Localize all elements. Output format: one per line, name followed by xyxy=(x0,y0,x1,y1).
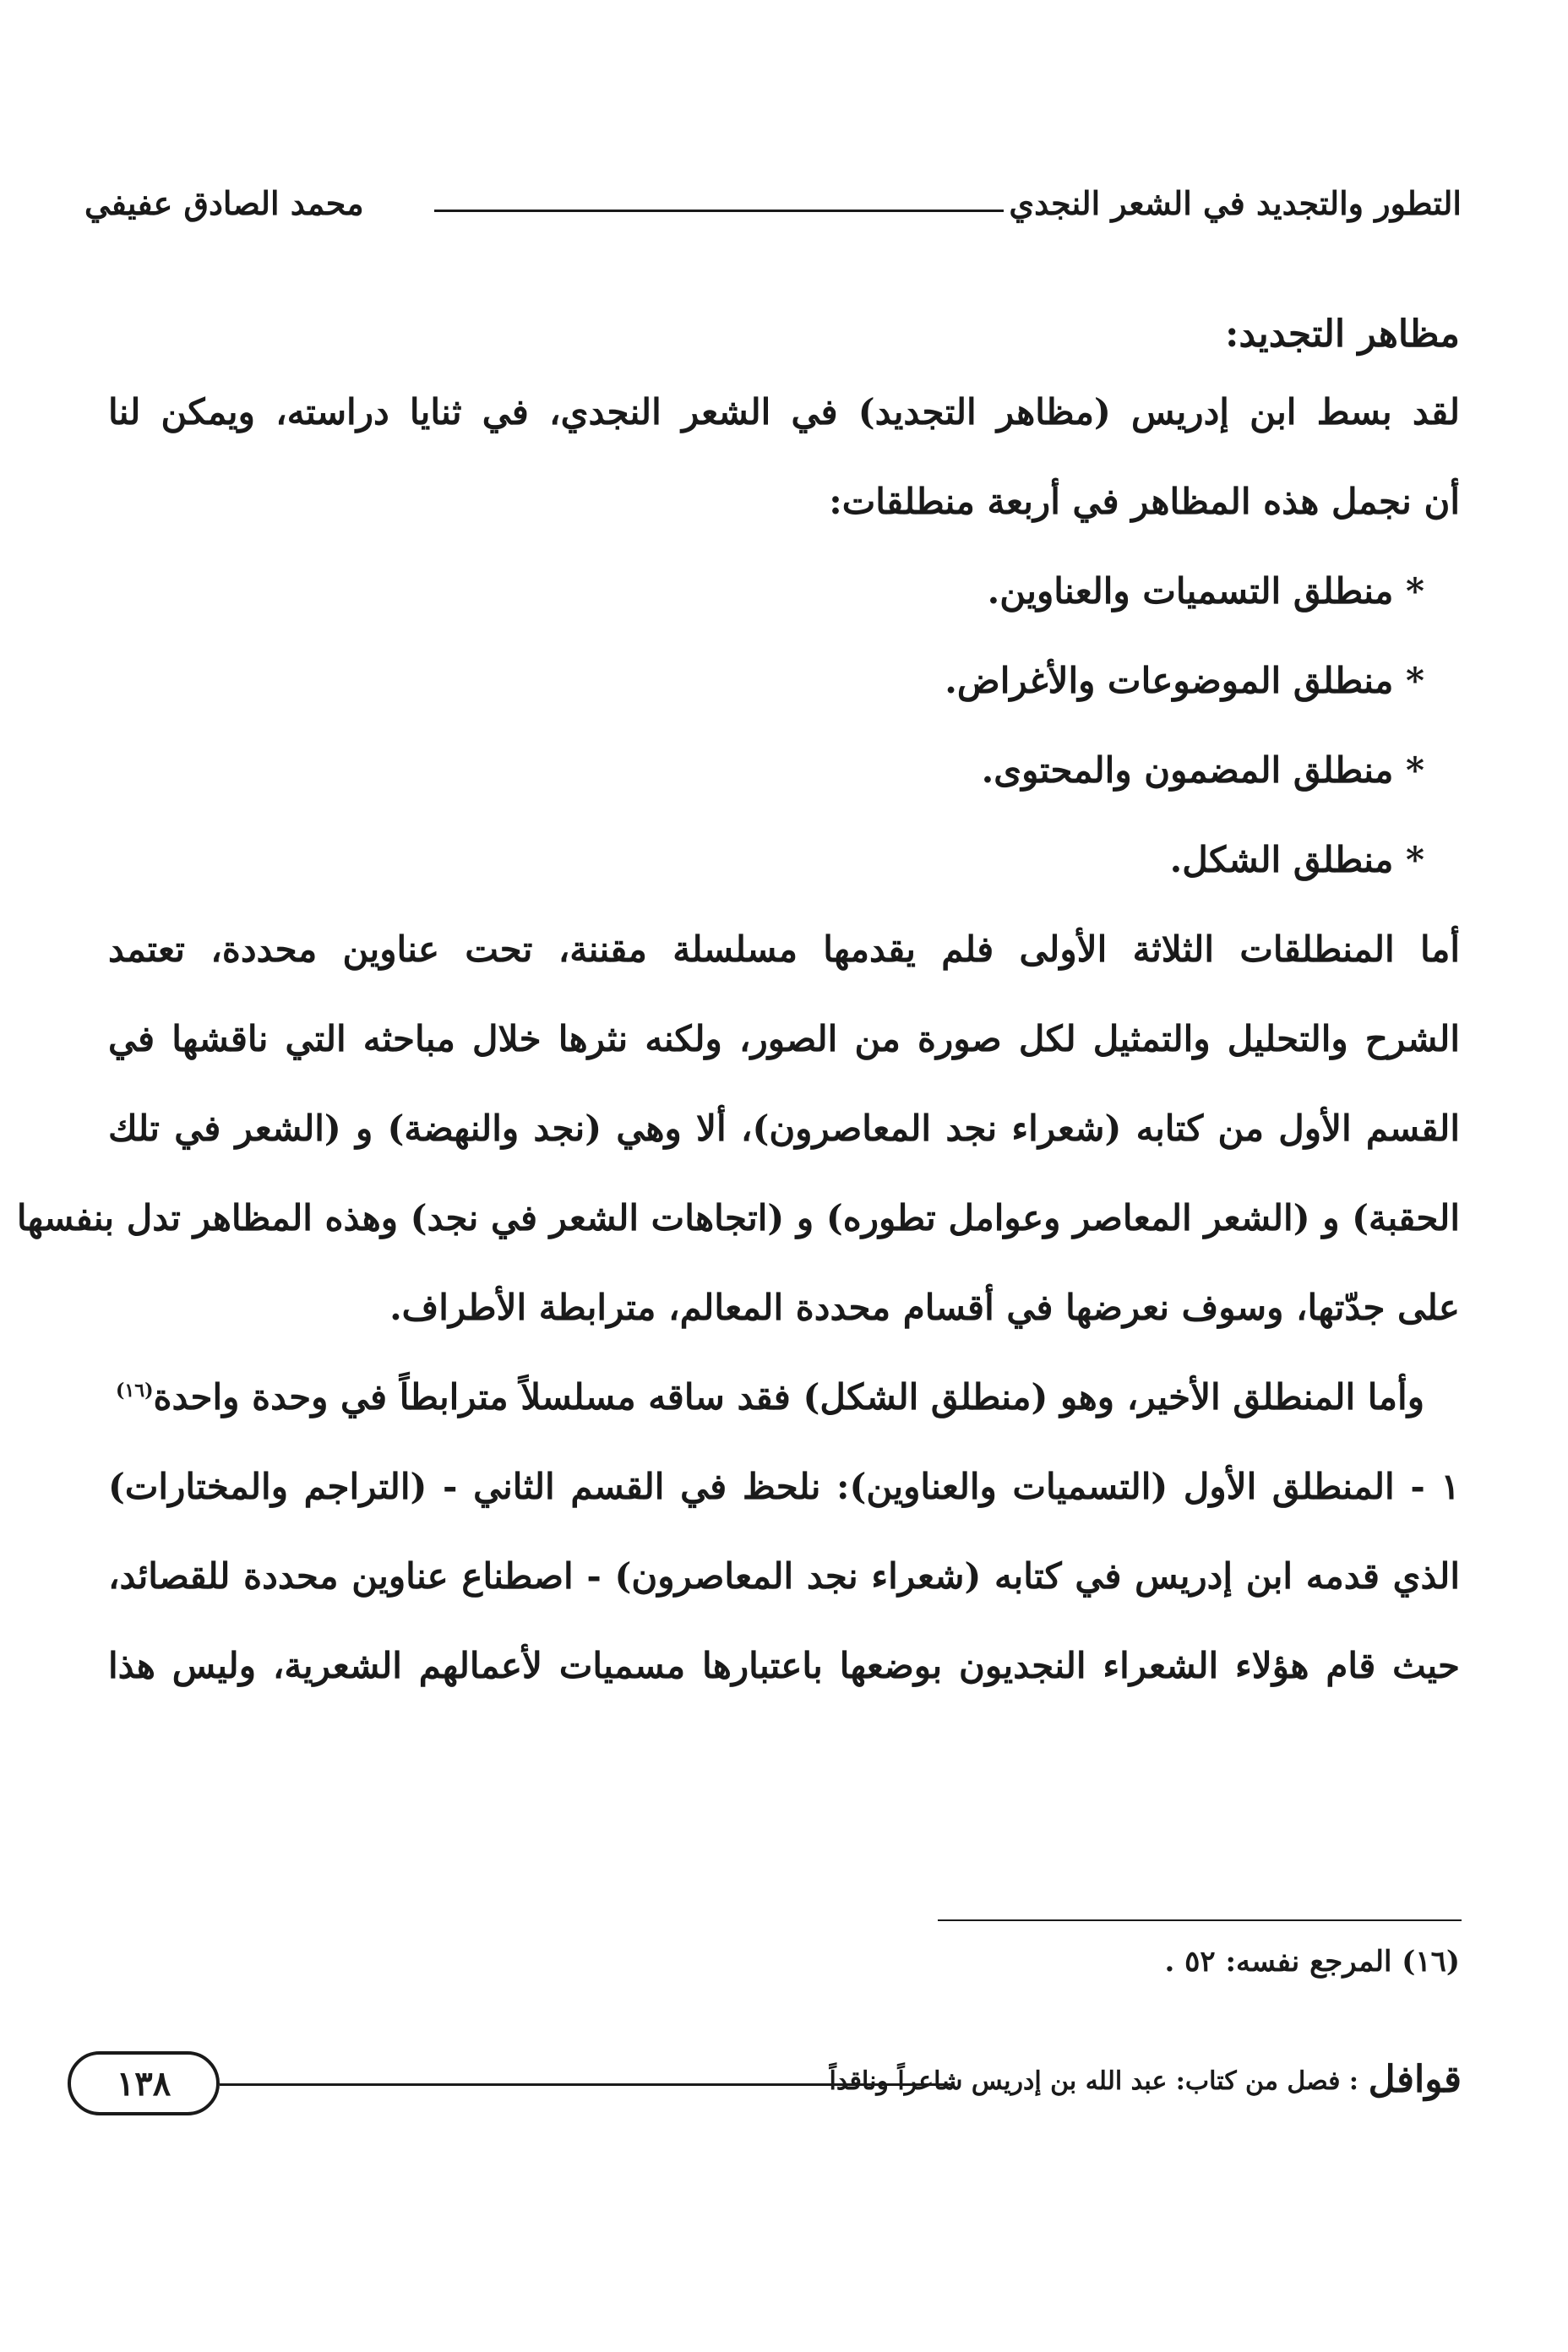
book-title: التطور والتجديد في الشعر النجدي xyxy=(1009,184,1462,222)
footnote: (١٦) المرجع نفسه: ٥٢ . xyxy=(1164,1945,1460,1979)
paragraph-text: وأما المنطلق الأخير، وهو (منطلق الشكل) فقد ساقه مسلسلاً مترابطاً في وحدة واحدة xyxy=(153,1376,1424,1418)
footnote-reference: (١٦) xyxy=(116,1380,154,1402)
list-item: * منطلق التسميات والعناوين. xyxy=(987,570,1424,612)
paragraph-line-with-footnote xyxy=(116,1364,1424,1431)
author-name: محمد الصادق عفيفي xyxy=(84,184,364,222)
paragraph-line: الحقبة) و (الشعر المعاصر وعوامل تطوره) و (اتجاهات الشعر في نجد) وهذه المظاهر تدل بنفسها xyxy=(16,1197,1460,1239)
list-item: * منطلق المضمون والمحتوى. xyxy=(981,749,1424,791)
paragraph-line: الشرح والتحليل والتمثيل لكل صورة من الصور، ولكنه نثرها خلال مباحثه التي ناقشها في xyxy=(108,1018,1460,1059)
running-header xyxy=(84,184,1462,235)
page-footer xyxy=(68,2051,1462,2119)
paragraph-line: على جدّتها، وسوف نعرضها في أقسام محددة المعالم، مترابطة الأطراف. xyxy=(389,1287,1460,1328)
paragraph-line: أن نجمل هذه المظاهر في أربعة منطلقات: xyxy=(829,481,1460,522)
paragraph-line: لقد بسط ابن إدريس (مظاهر التجديد) في الشعر النجدي، في ثنايا دراسته، ويمكن لنا xyxy=(108,391,1460,433)
journal-name: قوافل xyxy=(1368,2058,1462,2101)
paragraph-line: ١ - المنطلق الأول (التسميات والعناوين): نلحظ في القسم الثاني - (التراجم والمختارات) xyxy=(108,1466,1460,1507)
source-note: : فصل من كتاب: عبد الله بن إدريس شاعراً وناقداً xyxy=(829,2066,1358,2096)
footnote-rule xyxy=(938,1919,1462,1921)
paragraph-line: أما المنطلقات الثلاثة الأولى فلم يقدمها مسلسلة مقننة، تحت عناوين محددة، تعتمد xyxy=(108,928,1460,970)
footer-rule xyxy=(220,2083,955,2086)
paragraph-line: حيث قام هؤلاء الشعراء النجديون بوضعها باعتبارها مسميات لأعمالهم الشعرية، وليس هذا xyxy=(108,1645,1460,1686)
header-rule xyxy=(434,210,1004,212)
page-number: ١٣٨ xyxy=(116,2063,172,2104)
list-item: * منطلق الموضوعات والأغراض. xyxy=(945,660,1424,701)
paragraph-line: القسم الأول من كتابه (شعراء نجد المعاصرون)، ألا وهي (نجد والنهضة) و (الشعر في تلك xyxy=(108,1108,1460,1149)
list-item: * منطلق الشكل. xyxy=(1169,839,1424,880)
section-heading: مظاهر التجديد: xyxy=(1225,313,1460,356)
paragraph-line: الذي قدمه ابن إدريس في كتابه (شعراء نجد المعاصرون) - اصطناع عناوين محددة للقصائد، xyxy=(108,1555,1460,1597)
page-number-badge xyxy=(68,2051,220,2115)
